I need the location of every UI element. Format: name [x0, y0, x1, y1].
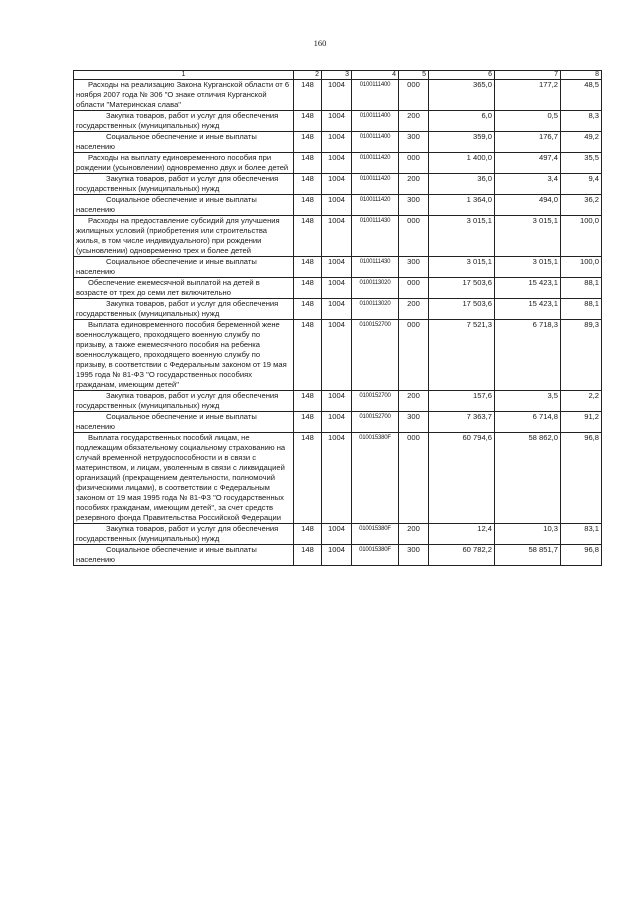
actual-amount-cell: 3,5: [495, 391, 561, 412]
actual-amount-cell: 497,4: [495, 153, 561, 174]
code-admin-cell: 148: [294, 412, 322, 433]
actual-amount-cell: 10,3: [495, 524, 561, 545]
actual-amount-cell: 58 851,7: [495, 545, 561, 566]
code-expense-type-cell: 000: [399, 278, 429, 299]
row-name-cell: Расходы на реализацию Закона Курганской области от 6 ноября 2007 года № 306 "О знаке отличия Курганской области "Материнская слава": [74, 80, 294, 111]
planned-amount-cell: 60 794,6: [429, 433, 495, 524]
percent-cell: 9,4: [561, 174, 602, 195]
table-row: [74, 391, 602, 412]
row-name-cell: Социальное обеспечение и иные выплаты населению: [74, 132, 294, 153]
code-admin-cell: 148: [294, 545, 322, 566]
code-target-cell: 0100113020: [352, 299, 399, 320]
code-admin-cell: 148: [294, 320, 322, 391]
code-target-cell: 0100111430: [352, 216, 399, 257]
table-row: [74, 111, 602, 132]
table-row: [74, 80, 602, 111]
column-header: 4: [352, 71, 399, 80]
percent-cell: 96,8: [561, 433, 602, 524]
code-section-cell: 1004: [322, 195, 352, 216]
code-section-cell: 1004: [322, 524, 352, 545]
table-row: [74, 132, 602, 153]
code-section-cell: 1004: [322, 433, 352, 524]
row-name-cell: Социальное обеспечение и иные выплаты населению: [74, 545, 294, 566]
actual-amount-cell: 176,7: [495, 132, 561, 153]
code-target-cell: 0100111400: [352, 111, 399, 132]
percent-cell: 8,3: [561, 111, 602, 132]
actual-amount-cell: 494,0: [495, 195, 561, 216]
percent-cell: 88,1: [561, 278, 602, 299]
code-target-cell: 0100152700: [352, 412, 399, 433]
code-admin-cell: 148: [294, 216, 322, 257]
percent-cell: 48,5: [561, 80, 602, 111]
column-header: 1: [74, 71, 294, 80]
actual-amount-cell: 3 015,1: [495, 257, 561, 278]
table-row: [74, 299, 602, 320]
code-admin-cell: 148: [294, 278, 322, 299]
planned-amount-cell: 1 364,0: [429, 195, 495, 216]
planned-amount-cell: 7 521,3: [429, 320, 495, 391]
code-expense-type-cell: 000: [399, 153, 429, 174]
planned-amount-cell: 60 782,2: [429, 545, 495, 566]
code-target-cell: 0100111420: [352, 195, 399, 216]
page-number: 160: [313, 38, 327, 48]
percent-cell: 36,2: [561, 195, 602, 216]
code-section-cell: 1004: [322, 278, 352, 299]
code-admin-cell: 148: [294, 153, 322, 174]
code-expense-type-cell: 000: [399, 320, 429, 391]
planned-amount-cell: 7 363,7: [429, 412, 495, 433]
row-name-cell: Социальное обеспечение и иные выплаты населению: [74, 195, 294, 216]
percent-cell: 83,1: [561, 524, 602, 545]
code-admin-cell: 148: [294, 132, 322, 153]
code-expense-type-cell: 200: [399, 391, 429, 412]
actual-amount-cell: 15 423,1: [495, 278, 561, 299]
row-name-cell: Расходы на выплату единовременного пособия при рождении (усыновлении) одновременно двух и более детей: [74, 153, 294, 174]
code-target-cell: 0100111430: [352, 257, 399, 278]
code-expense-type-cell: 200: [399, 174, 429, 195]
row-name-cell: Закупка товаров, работ и услуг для обеспечения государственных (муниципальных) нужд: [74, 299, 294, 320]
row-name-cell: Расходы на предоставление субсидий для улучшения жилищных условий (приобретения или строительства жилья, в том числе индивидуального) при рождении (усыновлении) одновременно трех и более детей: [74, 216, 294, 257]
percent-cell: 96,8: [561, 545, 602, 566]
table-row: [74, 524, 602, 545]
code-expense-type-cell: 200: [399, 524, 429, 545]
actual-amount-cell: 3,4: [495, 174, 561, 195]
table-row: [74, 433, 602, 524]
code-expense-type-cell: 300: [399, 132, 429, 153]
percent-cell: 2,2: [561, 391, 602, 412]
column-header: 5: [399, 71, 429, 80]
code-admin-cell: 148: [294, 433, 322, 524]
code-admin-cell: 148: [294, 111, 322, 132]
table-row: [74, 216, 602, 257]
code-section-cell: 1004: [322, 391, 352, 412]
table-row: [74, 195, 602, 216]
code-section-cell: 1004: [322, 257, 352, 278]
percent-cell: 91,2: [561, 412, 602, 433]
code-expense-type-cell: 300: [399, 545, 429, 566]
row-name-cell: Выплата государственных пособий лицам, не подлежащим обязательному социальному страхованию на случай временной нетрудоспособности и в связи с материнством, и лицам, уволенным в связи с ликвидацией организаций (прекращением деятельности, полномочий физическими лицами), в соответствии с Федеральным законом от 19 мая 1995 года № 81-ФЗ "О государственных пособиях гражданам, имеющим детей", за счет средств резервного фонда Правительства Российской Федерации: [74, 433, 294, 524]
planned-amount-cell: 12,4: [429, 524, 495, 545]
column-header: 2: [294, 71, 322, 80]
table-row: [74, 257, 602, 278]
actual-amount-cell: 6 718,3: [495, 320, 561, 391]
row-name-cell: Социальное обеспечение и иные выплаты населению: [74, 257, 294, 278]
code-section-cell: 1004: [322, 132, 352, 153]
code-expense-type-cell: 300: [399, 195, 429, 216]
code-admin-cell: 148: [294, 195, 322, 216]
code-admin-cell: 148: [294, 391, 322, 412]
actual-amount-cell: 0,5: [495, 111, 561, 132]
code-target-cell: 0100152700: [352, 320, 399, 391]
actual-amount-cell: 177,2: [495, 80, 561, 111]
code-expense-type-cell: 000: [399, 216, 429, 257]
code-admin-cell: 148: [294, 299, 322, 320]
code-expense-type-cell: 300: [399, 412, 429, 433]
code-expense-type-cell: 200: [399, 299, 429, 320]
column-header: 6: [429, 71, 495, 80]
row-name-cell: Социальное обеспечение и иные выплаты населению: [74, 412, 294, 433]
table-row: [74, 174, 602, 195]
planned-amount-cell: 157,6: [429, 391, 495, 412]
planned-amount-cell: 3 015,1: [429, 216, 495, 257]
code-target-cell: 0100111400: [352, 132, 399, 153]
code-target-cell: 0100111400: [352, 80, 399, 111]
row-name-cell: Закупка товаров, работ и услуг для обеспечения государственных (муниципальных) нужд: [74, 524, 294, 545]
budget-table: [73, 70, 602, 566]
code-target-cell: 0100152700: [352, 391, 399, 412]
column-header: 3: [322, 71, 352, 80]
code-expense-type-cell: 000: [399, 80, 429, 111]
code-section-cell: 1004: [322, 412, 352, 433]
code-target-cell: 010015380F: [352, 433, 399, 524]
code-section-cell: 1004: [322, 80, 352, 111]
planned-amount-cell: 3 015,1: [429, 257, 495, 278]
code-admin-cell: 148: [294, 80, 322, 111]
code-expense-type-cell: 300: [399, 257, 429, 278]
table-row: [74, 153, 602, 174]
planned-amount-cell: 359,0: [429, 132, 495, 153]
planned-amount-cell: 6,0: [429, 111, 495, 132]
code-section-cell: 1004: [322, 174, 352, 195]
column-header: 8: [561, 71, 602, 80]
percent-cell: 100,0: [561, 216, 602, 257]
code-section-cell: 1004: [322, 216, 352, 257]
code-expense-type-cell: 000: [399, 433, 429, 524]
planned-amount-cell: 365,0: [429, 80, 495, 111]
code-target-cell: 0100113020: [352, 278, 399, 299]
code-section-cell: 1004: [322, 153, 352, 174]
planned-amount-cell: 17 503,6: [429, 278, 495, 299]
code-target-cell: 0100111420: [352, 153, 399, 174]
code-section-cell: 1004: [322, 111, 352, 132]
code-section-cell: 1004: [322, 545, 352, 566]
code-section-cell: 1004: [322, 320, 352, 391]
row-name-cell: Закупка товаров, работ и услуг для обеспечения государственных (муниципальных) нужд: [74, 391, 294, 412]
table-body: [74, 80, 602, 566]
percent-cell: 100,0: [561, 257, 602, 278]
actual-amount-cell: 15 423,1: [495, 299, 561, 320]
table-row: [74, 545, 602, 566]
row-name-cell: Закупка товаров, работ и услуг для обеспечения государственных (муниципальных) нужд: [74, 111, 294, 132]
table-header-row: [74, 71, 602, 80]
row-name-cell: Выплата единовременного пособия беременной жене военнослужащего, проходящего военную службу по призыву, а также ежемесячного пособия на ребенка военнослужащего, проходящего военную службу по призыву, в соответствии с Федеральным законом от 19 мая 1995 года № 81-ФЗ "О государственных пособиях гражданам, имеющим детей": [74, 320, 294, 391]
code-target-cell: 010015380F: [352, 524, 399, 545]
code-section-cell: 1004: [322, 299, 352, 320]
actual-amount-cell: 6 714,8: [495, 412, 561, 433]
column-header: 7: [495, 71, 561, 80]
planned-amount-cell: 17 503,6: [429, 299, 495, 320]
code-expense-type-cell: 200: [399, 111, 429, 132]
actual-amount-cell: 3 015,1: [495, 216, 561, 257]
planned-amount-cell: 36,0: [429, 174, 495, 195]
row-name-cell: Закупка товаров, работ и услуг для обеспечения государственных (муниципальных) нужд: [74, 174, 294, 195]
percent-cell: 89,3: [561, 320, 602, 391]
code-target-cell: 0100111420: [352, 174, 399, 195]
code-admin-cell: 148: [294, 524, 322, 545]
percent-cell: 88,1: [561, 299, 602, 320]
code-admin-cell: 148: [294, 257, 322, 278]
code-target-cell: 010015380F: [352, 545, 399, 566]
table-row: [74, 278, 602, 299]
percent-cell: 49,2: [561, 132, 602, 153]
table-row: [74, 412, 602, 433]
planned-amount-cell: 1 400,0: [429, 153, 495, 174]
row-name-cell: Обеспечение ежемесячной выплатой на детей в возрасте от трех до семи лет включительно: [74, 278, 294, 299]
percent-cell: 35,5: [561, 153, 602, 174]
table-row: [74, 320, 602, 391]
actual-amount-cell: 58 862,0: [495, 433, 561, 524]
code-admin-cell: 148: [294, 174, 322, 195]
